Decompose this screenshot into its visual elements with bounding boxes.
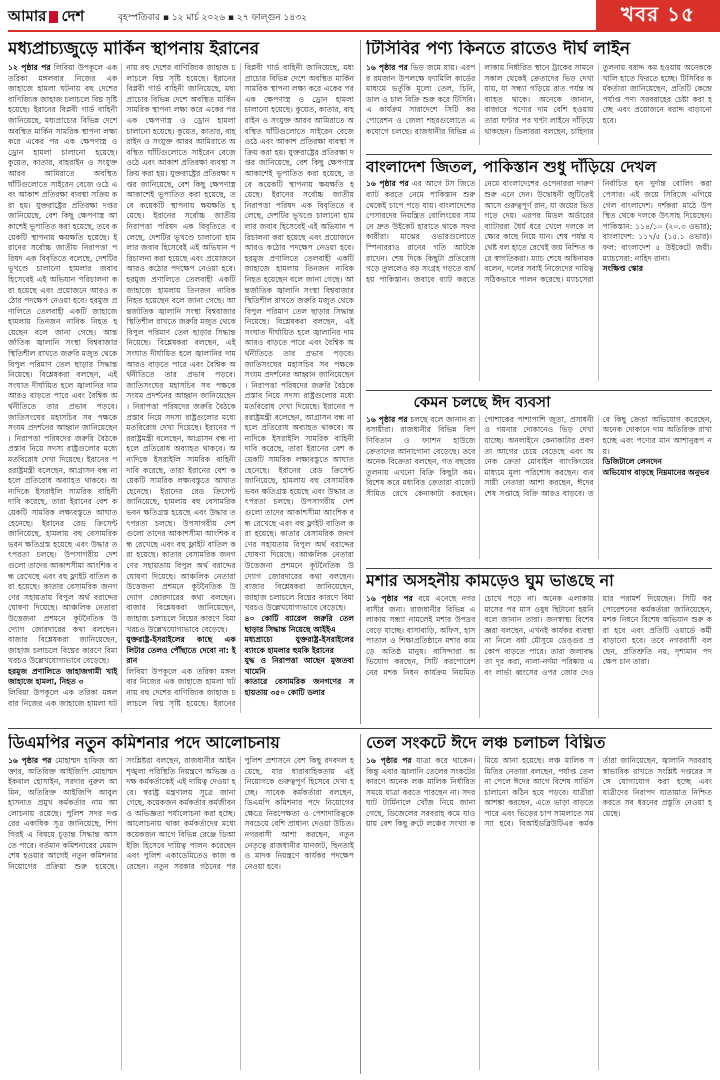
continued-label: ১৬ পৃষ্ঠার পর bbox=[366, 179, 409, 189]
body-text: লিবিয়া উপকূলে এক তরিকা মঙ্গলবার নিজের এক জাহাজে হামলা ঘটনায় বহু দেশের বাণিজ্যিক জাহাজ চলাচলে বিঘ্ন সৃষ্টি হয়েছে। ইরানের বিপ্লবী গার্ড বাহিনী জানিয়েছে, মধ্যপ্রাচ্যের বিভিন্ন দেশে অবস্থিত মার্কিন সামরিক স্থাপনা লক্ষ্য করে একের পর এক ক্ষেপণাস্ত্র ও ড্রোন হামলা চালানো হয়েছে। কুয়েত, কাতার, বাহরাইন ও সংযুক্ত আরব আমিরাতে অবস্থিত ঘাঁটিগুলোতে সাইরেন বেজে ওঠে এবং আকাশ প্রতিরক্ষা ব্যবস্থা সক্রিয় করা হয়। যুক্তরাষ্ট্রের প্রতিরক্ষা দপ্তর জানিয়েছে, বেশ কিছু ক্ষেপণাস্ত্র আকাশেই ভূপাতিত করা হয়েছে, তবে কয়েকটি স্থাপনায় ক্ষয়ক্ষতি হয়েছে। ইরানের সর্বোচ্চ জাতীয় নিরাপত্তা পরিষদ এক বিবৃতিতে বলেছে, দেশটির ভূখণ্ডে চালানো হামলার জবাব হিসেবেই এই অভিযান পরিচালনা করা হয়েছে এবং প্রয়োজনে আরও কঠোর পদক্ষেপ নেওয়া হবে। হরমুজ প্রণালিতে তেলবাহী একটি জাহাজে হামলায় তিনজন নাবিক নিহত হয়েছেন বলে জানা গেছে। আন্তর্জাতিক জ্বালানি সংস্থা বিশ্ববাজার স্থিতিশীল রাখতে জরুরি মজুত থেকে বিপুল পরিমাণ তেল ছাড়ার সিদ্ধান্ত নিয়েছে। বিশ্লেষকরা বলছেন, এই সংঘাত দীর্ঘায়িত হলে জ্বালানির দাম আরও বাড়তে পারে এবং বৈশ্বিক অর্থনীতিতে তার প্রভাব পড়বে। জাতিসংঘের মহাসচিব সব পক্ষকে সংযম প্রদর্শনের আহ্বান জানিয়েছেন। নিরাপত্তা পরিষদের জরুরি বৈঠকে প্রস্তাব নিয়ে সদস্য রাষ্ট্রগুলোর মধ্যে মতবিরোধ দেখা দিয়েছে। ইরানের পররাষ্ট্রমন্ত্রী বলেছেন, আগ্রাসন বন্ধ না হলে প্রতিরোধ অব্যাহত থাকবে। অন্যদিকে ইসরাইলি সামরিক বাহিনী দাবি করেছে, তারা ইরানের বেশ কয়েকটি সামরিক লক্ষ্যবস্তুতে আঘাত হেনেছে। ইরানের রেড ক্রিসেন্ট জানিয়েছে, হামলায় বহু বেসামরিক ভবন ক্ষতিগ্রস্ত হয়েছে এবং উদ্ধার তৎপরতা চলছে। উপসাগরীয় দেশগুলো তাদের আকাশসীমা আংশিক বন্ধ রেখেছে এবং বহু ফ্লাইট বাতিল করা হয়েছে। কাতার বেসামরিক জনগণের সহায়তায় বিপুল অর্থ বরাদ্দের ঘোষণা দিয়েছে। আঞ্চলিক নেতারা উত্তেজনা প্রশমনে কূটনৈতিক উদ্যোগ জোরদারের কথা বলছেন। বাজার বিশ্লেষকরা জানিয়েছেন, জাহাজ চলাচলে বিঘ্নের কারণে বিমা খরচও উল্লেখযোগ্যভাবে বেড়েছে। bbox=[8, 63, 118, 666]
section-page-badge: খবর ১৫ bbox=[596, 0, 720, 32]
article-mosquito bbox=[366, 572, 712, 722]
page-header bbox=[0, 0, 720, 34]
masthead-right: দেশ bbox=[61, 6, 85, 25]
body-mosquito bbox=[366, 594, 712, 718]
subhead-5: যুদ্ধ ও নিরাপত্তা আছেন মুজতবা খামেনি bbox=[244, 656, 354, 676]
body-text: লিবিয়া উপকূলে এক তরিকা মঙ্গলবার নিজের এক জাহাজে হামলা ঘটনায় বহু দেশের বাণিজ্যিক জাহাজ চলাচলে বিঘ্ন সৃষ্টি হয়েছে। ইরানের বিপ্লবী গার্ড বাহিনী জানিয়েছে, মধ্যপ্রাচ্যের বিভিন্ন দেশে অবস্থিত মার্কিন সামরিক স্থাপনা লক্ষ্য করে একের পর এক ক্ষেপণাস্ত্র ও ড্রোন হামলা চালানো হয়েছে। কুয়েত, কাতার, বাহরাইন ও সংযুক্ত আরব আমিরাতে অবস্থিত ঘাঁটিগুলোতে সাইরেন বেজে ওঠে এবং আকাশ প্রতিরক্ষা ব্যবস্থা সক্রিয় করা হয়। যুক্তরাষ্ট্রের প্রতিরক্ষা দপ্তর জানিয়েছে, বেশ কিছু ক্ষেপণাস্ত্র আকাশেই ভূপাতিত করা হয়েছে, তবে কয়েকটি স্থাপনায় ক্ষয়ক্ষতি হয়েছে। ইরানের সর্বোচ্চ জাতীয় নিরাপত্তা পরিষদ এক বিবৃতিতে বলেছে, দেশটির ভূখণ্ডে চালানো হামলার জবাব হিসেবেই এই অভিযান পরিচালনা করা হয়েছে এবং প্রয়োজনে আরও কঠোর পদক্ষেপ নেওয়া হবে। হরমুজ প্রণালিতে তেলবাহী একটি জাহাজে হামলায় তিনজন নাবিক নিহত হয়েছেন বলে জানা গেছে। আন্তর্জাতিক জ্বালানি সংস্থা বিশ্ববাজার স্থিতিশীল রাখতে জরুরি মজুত থেকে বিপুল পরিমাণ তেল ছাড়ার সিদ্ধান্ত নিয়েছে। বিশ্লেষকরা বলছেন, এই সংঘাত দীর্ঘায়িত হলে জ্বালানির দাম আরও বাড়তে পারে এবং বৈশ্বিক অর্থনীতিতে তার প্রভাব পড়বে। জাতিসংঘের মহাসচিব সব পক্ষকে সংযম প্রদর্শনের আহ্বান জানিয়েছেন। নিরাপত্তা পরিষদের জরুরি বৈঠকে প্রস্তাব নিয়ে সদস্য রাষ্ট্রগুলোর মধ্যে মতবিরোধ দেখা দিয়েছে। ইরানের পররাষ্ট্রমন্ত্রী বলেছেন, আগ্রাসন বন্ধ না হলে প্রতিরোধ অব্যাহত থাকবে। অন্যদিকে ইসরাইলি সামরিক বাহিনী দাবি করেছে, তারা ইরানের বেশ কয়েকটি সামরিক লক্ষ্যবস্তুতে আঘাত হেনেছে। ইরানের রেড ক্রিসেন্ট জানিয়েছে, হামলায় বহু বেসামরিক ভবন ক্ষতিগ্রস্ত হয়েছে এবং উদ্ধার তৎপরতা চলছে। উপসাগরীয় দেশগুলো তাদের আকাশসীমা আংশিক বন্ধ রেখেছে এবং বহু ফ্লাইট বাতিল করা হয়েছে। কাতার বেসামরিক জনগণের সহায়তায় বিপুল অর্থ বরাদ্দের ঘোষণা দিয়েছে। আঞ্চলিক নেতারা উত্তেজনা প্রশমনে কূটনৈতিক উদ্যোগ জোরদারের কথা বলছেন। বাজার বিশ্লেষকরা জানিয়েছেন, জাহাজ চলাচলে বিঘ্নের কারণে বিমা খরচও উল্লেখযোগ্যভাবে বেড়েছে। bbox=[8, 63, 236, 708]
subhead-6: কাতারে বেসামরিক জনগণের সহায়তায় ৩৫০ কোটি ডলার bbox=[244, 677, 354, 698]
body-iran bbox=[8, 63, 354, 713]
article-divider bbox=[366, 568, 712, 569]
header-rule bbox=[8, 30, 596, 32]
body-text: মোহাম্মদ হাফিজ আক্তার, অতিরিক্ত আইজিপি মোহাম্মদ ইকবাল হোসাইন, সরদার নুরুল আমিন, অতিরিক্ত আইজিপি আবুল হাসনাত প্রমুখ কর্মকর্তার নাম আলোচনায় রয়েছে। পুলিশ সদর দপ্তরের একাধিক সূত্র জানিয়েছে, শিগগিরই এ বিষয়ে চূড়ান্ত সিদ্ধান্ত আসতে পারে। বর্তমান কমিশনারের মেয়াদ শেষ হওয়ার আগেই নতুন কমিশনার নিয়োগের প্রক্রিয়া শুরু হয়েছে। সংশ্লিষ্টরা বলছেন, রাজধানীর আইনশৃঙ্খলা পরিস্থিতি নিয়ন্ত্রণে অভিজ্ঞ ও দক্ষ কর্মকর্তাকেই এই দায়িত্ব দেওয়া হবে। স্বরাষ্ট্র মন্ত্রণালয় সূত্রে জানা গেছে, কয়েকজন কর্মকর্তার কর্মজীবন ও অভিজ্ঞতা পর্যালোচনা করা হচ্ছে। আলোচনায় থাকা কর্মকর্তাদের মধ্যে কয়েকজন আগে বিভিন্ন রেঞ্জে ডিআইজি হিসেবে দায়িত্ব পালন করেছেন এবং পুলিশ একাডেমিতেও কাজ করেছেন। নতুন সরকার গঠনের পর পুলিশ প্রশাসনে বেশ কিছু রদবদল হয়েছে, যার ধারাবাহিকতায় এই নিয়োগকে গুরুত্বপূর্ণ হিসেবে দেখা হচ্ছে। সাবেক কর্মকর্তারা বলছেন, ডিএমপি কমিশনার পদে নিয়োগের ক্ষেত্রে নিরপেক্ষতা ও পেশাদারিত্বকে সবচেয়ে বেশি প্রাধান্য দেওয়া উচিত। নগরবাসী আশা করছেন, নতুন নেতৃত্বে রাজধানীর যানজট, ছিনতাই ও মাদক নিয়ন্ত্রণে কার্যকর পদক্ষেপ নেওয়া হবে। bbox=[8, 755, 354, 871]
subhead-4: মধ্যপ্রাচ্যে যুক্তরাষ্ট্র-ইসরাইলের ব্যাংকে হামলার হুমকি ইরানের bbox=[244, 635, 354, 655]
column-divider bbox=[360, 40, 361, 724]
column-divider bbox=[360, 734, 361, 1074]
body-launch bbox=[366, 756, 712, 1070]
article-divider bbox=[366, 390, 712, 391]
body-text: বয়ে এনেছে নগরবাসীর জন্য। রাজধানীর বিভিন্ন এলাকায় সন্ধ্যা নামলেই মশার উপদ্রব বেড়ে যাচ্ছে। বাসাবাড়ি, অফিস, হাসপাতাল ও শিক্ষাপ্রতিষ্ঠানে মশার কামড়ে অতিষ্ঠ মানুষ। বাসিন্দারা অভিযোগ করছেন, সিটি করপোরেশনের মশক নিধন কার্যক্রম নিয়মিত চোখে পড়ে না। অনেক এলাকায় মাসের পর মাস ওষুধ ছিটানো হয়নি বলে জানান তারা। জনস্বাস্থ্য বিশেষজ্ঞরা বলছেন, এখনই কার্যকর ব্যবস্থা না নিলে বর্ষা মৌসুমে ডেঙ্গুর প্রকোপ বাড়তে পারে। তারা জলাবদ্ধতা দূর করা, নালা-নর্দমা পরিষ্কার এবং লার্ভা ধ্বংসের ওপর জোর দেওয়ার পরামর্শ দিয়েছেন। সিটি করপোরেশনের কর্মকর্তারা জানিয়েছেন, মশক নিধনে বিশেষ অভিযান শুরু করা হবে এবং প্রতিটি ওয়ার্ডে কর্মী বাড়ানো হবে। তবে নগরবাসী বলছেন, প্রতিশ্রুতি নয়, দৃশ্যমান পদক্ষেপ চান তারা। bbox=[366, 593, 712, 678]
subhead-digital: ডিজিটালে লেনদেন bbox=[602, 457, 662, 467]
headline-dmp: ডিএমপির নতুন কমিশনার পদে আলোচনায় bbox=[8, 734, 280, 752]
body-cricket bbox=[366, 179, 712, 381]
headline-mosquito: মশার অসহনীয় কামড়েও ঘুম ভাঙছে না bbox=[366, 572, 614, 590]
body-text: লিবিয়া উপকূলে এক তরিকা মঙ্গলবার নিজের এক জাহাজে হামলা ঘটনায় বহু দেশের বাণিজ্যিক জাহাজ চলাচলে বিঘ্ন সৃষ্টি হয়েছে। ইরানের বিপ্লবী গার্ড বাহিনী জানিয়েছে, মধ্যপ্রাচ্যের বিভিন্ন দেশে অবস্থিত মার্কিন সামরিক স্থাপনা লক্ষ্য করে একের পর এক ক্ষেপণাস্ত্র ও ড্রোন হামলা চালানো হয়েছে। কুয়েত, কাতার, বাহরাইন ও সংযুক্ত আরব আমিরাতে অবস্থিত ঘাঁটিগুলোতে সাইরেন বেজে ওঠে এবং আকাশ প্রতিরক্ষা ব্যবস্থা সক্রিয় করা হয়। যুক্তরাষ্ট্রের প্রতিরক্ষা দপ্তর জানিয়েছে, বেশ কিছু ক্ষেপণাস্ত্র আকাশেই ভূপাতিত করা হয়েছে, তবে কয়েকটি স্থাপনায় ক্ষয়ক্ষতি হয়েছে। ইরানের সর্বোচ্চ জাতীয় নিরাপত্তা পরিষদ এক বিবৃতিতে বলেছে, দেশটির ভূখণ্ডে চালানো হামলার জবাব হিসেবেই এই অভিযান পরিচালনা করা হয়েছে এবং প্রয়োজনে আরও কঠোর পদক্ষেপ নেওয়া হবে। হরমুজ প্রণালিতে তেলবাহী একটি জাহাজে হামলায় তিনজন নাবিক নিহত হয়েছেন বলে জানা গেছে। আন্তর্জাতিক জ্বালানি সংস্থা বিশ্ববাজার স্থিতিশীল রাখতে জরুরি মজুত থেকে বিপুল পরিমাণ তেল ছাড়ার সিদ্ধান্ত নিয়েছে। বিশ্লেষকরা বলছেন, এই সংঘাত দীর্ঘায়িত হলে জ্বালানির দাম আরও বাড়তে পারে এবং বৈশ্বিক অর্থনীতিতে তার প্রভাব পড়বে। জাতিসংঘের মহাসচিব সব পক্ষকে সংযম প্রদর্শনের আহ্বান জানিয়েছেন। নিরাপত্তা পরিষদের জরুরি বৈঠকে প্রস্তাব নিয়ে সদস্য রাষ্ট্রগুলোর মধ্যে মতবিরোধ দেখা দিয়েছে। ইরানের পররাষ্ট্রমন্ত্রী বলেছেন, আগ্রাসন বন্ধ না হলে প্রতিরোধ অব্যাহত থাকবে। অন্যদিকে ইসরাইলি সামরিক বাহিনী দাবি করেছে, তারা ইরানের বেশ কয়েকটি সামরিক লক্ষ্যবস্তুতে আঘাত হেনেছে। ইরানের রেড ক্রিসেন্ট জানিয়েছে, হামলায় বহু বেসামরিক ভবন ক্ষতিগ্রস্ত হয়েছে এবং উদ্ধার তৎপরতা চলছে। উপসাগরীয় দেশগুলো তাদের আকাশসীমা আংশিক বন্ধ রেখেছে এবং বহু ফ্লাইট বাতিল করা হয়েছে। কাতার বেসামরিক জনগণের সহায়তায় বিপুল অর্থ বরাদ্দের ঘোষণা দিয়েছে। আঞ্চলিক নেতারা উত্তেজনা প্রশমনে কূটনৈতিক উদ্যোগ জোরদারের কথা বলছেন। বাজার বিশ্লেষকরা জানিয়েছেন, জাহাজ চলাচলে বিঘ্নের কারণে বিমা খরচও উল্লেখযোগ্যভাবে বেড়েছে। bbox=[126, 63, 354, 708]
article-cricket bbox=[366, 158, 712, 386]
article-iran bbox=[8, 40, 354, 724]
headline-cricket: বাংলাদেশ জিতল, পাকিস্তান শুধু দাঁড়িয়ে দেখল bbox=[366, 158, 657, 176]
continued-label: ১৬ পৃষ্ঠার পর bbox=[366, 414, 408, 424]
article-eid bbox=[366, 394, 712, 564]
section-divider bbox=[8, 728, 712, 729]
subhead-scorecard: সংক্ষিপ্ত স্কোর bbox=[602, 264, 644, 274]
masthead-logo bbox=[8, 6, 84, 28]
subhead-3: ৪০ কোটি ব্যারেল জরুরি তেল ছাড়ার সিদ্ধান্ত নিয়েছে আইইএ bbox=[244, 613, 354, 634]
article-tcb bbox=[366, 40, 712, 150]
article-launch bbox=[366, 734, 712, 1074]
headline-tcb: টিসিবির পণ্য কিনতে রাতেও দীর্ঘ লাইন bbox=[366, 40, 630, 59]
continued-label: ১৬ পৃষ্ঠার পর bbox=[8, 755, 52, 765]
body-text: চলছে বলে জানান ব্যবসায়ীরা। রাজধানীর বিভিন্ন বিপণিবিতান ও ফ্যাশন হাউজে ক্রেতাদের আনাগোনা বেড়েছে। তবে অনেক বিক্রেতা বলছেন, গত বছরের তুলনায় এখনো বিক্রি কিছুটা কম। বিশেষ করে মধ্যবিত্ত ক্রেতারা বাজেট সীমিত রেখে কেনাকাটা করছেন। পোশাকের পাশাপাশি জুতা, প্রসাধনী ও গয়নার দোকানেও ভিড় দেখা যাচ্ছে। অনলাইনে কেনাকাটার প্রবণতা আগের চেয়ে বেড়েছে এবং অনেক ক্রেতা মোবাইল ব্যাংকিংয়ের মাধ্যমে মূল্য পরিশোধ করছেন। ব্যবসায়ী নেতারা আশা করছেন, ঈদের শেষ সপ্তাহে বিক্রি আরও বাড়বে। তবে কিছু ক্রেতা অভিযোগ করেছেন, অনেক দোকানে দাম অতিরিক্ত রাখা হচ্ছে এবং পণ্যের মান আশানুরূপ নয়। bbox=[366, 414, 712, 498]
continued-label: ১২ পৃষ্ঠার পর bbox=[8, 63, 51, 73]
dateline: বৃহস্পতিবার ▪ ১২ মার্চ ২০২৬ ▪ ২৭ ফাল্গুন ১৪৩২ bbox=[118, 13, 307, 23]
continued-label: ১৬ পৃষ্ঠার পর bbox=[366, 63, 408, 73]
body-dmp bbox=[8, 756, 354, 1070]
body-text: ভিড় জমে যায়। এরপর রমজান উপলক্ষে ফ্যামিলি কার্ডের মাধ্যমে ভর্তুকি মূল্যে তেল, চিনি, ডাল ও চাল বিক্রি শুরু করে টিসিবি। এ কার্যক্রম সারাদেশে সিটি করপোরেশন ও জেলা শহরগুলোতে একযোগে চলছে। রাজধানীর বিভিন্ন এলাকায় নির্ধারিত স্থানে ট্রাকের সামনে সকাল থেকেই ক্রেতাদের ভিড় দেখা যায়, যা সন্ধ্যা গড়িয়ে রাত পর্যন্ত অব্যাহত থাকে। অনেকে জানান, বাজারে পণ্যের দাম বেশি হওয়ায় তারা ঘণ্টার পর ঘণ্টা লাইনে দাঁড়িয়ে থাকছেন। ডিলাররা বলছেন, চাহিদার তুলনায় বরাদ্দ কম হওয়ায় অনেককে খালি হাতে ফিরতে হচ্ছে। টিসিবির কর্মকর্তারা জানিয়েছেন, প্রতিটি কেন্দ্রে পর্যাপ্ত পণ্য সরবরাহের চেষ্টা করা হচ্ছে এবং প্রয়োজনে বরাদ্দ বাড়ানো হবে। bbox=[366, 63, 712, 136]
masthead-separator bbox=[49, 11, 58, 23]
headline-iran: মধ্যপ্রাচ্যজুড়ে মার্কিন স্থাপনায় ইরানের bbox=[8, 40, 260, 59]
body-tcb bbox=[366, 63, 712, 145]
masthead-left: আমার bbox=[8, 6, 47, 25]
body-text: এর আগে টস জিতে ব্যাট করতে নেমে পাকিস্তান শুরু থেকেই চাপে পড়ে যায়। বাংলাদেশের পেসারদের নিয়ন্ত্রিত বোলিংয়ের সামনে দ্রুত উইকেট হারাতে থাকে সফরকারীরা। মাঝের ওভারগুলোতে স্পিনাররাও রানের গতি আটকে রাখেন। শেষ দিকে কিছুটা প্রতিরোধ গড়ে তুললেও বড় সংগ্রহ গড়তে ব্যর্থ হয় পাকিস্তান। জবাবে ব্যাট করতে নেমে বাংলাদেশের ওপেনাররা দারুণ শুরু এনে দেন। উদ্বোধনী জুটিতেই আসে গুরুত্বপূর্ণ রান, যা জয়ের ভিত গড়ে দেয়। এরপর মিডল অর্ডারের ব্যাটাররা ধৈর্য ধরে খেলে দলকে লক্ষ্যের কাছে নিয়ে যান। শেষ পর্যন্ত যথেষ্ট বল হাতে রেখেই জয় নিশ্চিত করে স্বাগতিকরা। ম্যাচ শেষে অধিনায়ক বলেন, দলের সবাই নিজেদের দায়িত্ব সঠিকভাবে পালন করেছে। ম্যাচসেরা নির্বাচিত হন দুর্দান্ত বোলিং করা পেসার। এই জয়ে সিরিজে এগিয়ে গেল বাংলাদেশ। দর্শকরা মাঠে উপস্থিত থেকে দলকে উৎসাহ দিয়েছেন। পাকিস্তান: ১১৪/১০ (২০.৩ ওভার); বাংলাদেশ: ১১৭/৫ (১৫.১ ওভার)। ফল: বাংলাদেশ ৫ উইকেটে জয়ী। ম্যাচসেরা: নাহিদ রানা। bbox=[366, 179, 712, 284]
body-text: যাত্রা করে থাকেন। কিন্তু এবার জ্বালানি তেলের সংকটের কারণে অনেক লঞ্চ মালিক নির্ধারিত সময়ে যাত্রা করতে পারছেন না। সদরঘাট টার্মিনালে খোঁজ নিয়ে জানা গেছে, ডিজেলের সরবরাহ কমে যাওয়ায় বেশ কিছু রুটে লঞ্চের সংখ্যা কমিয়ে আনা হয়েছে। লঞ্চ মালিক সমিতির নেতারা বলছেন, পর্যাপ্ত তেল না পেলে ঈদের আগে বিশেষ সার্ভিস চালানো কঠিন হয়ে পড়বে। যাত্রীরা আশঙ্কা করছেন, এতে ভাড়া বাড়তে পারে এবং ভিড়ের চাপ সামলাতে সমস্যা হবে। বিআইডব্লিউটিএর কর্মকর্তারা জানিয়েছেন, জ্বালানি সরবরাহ স্বাভাবিক রাখতে সংশ্লিষ্ট দপ্তরের সঙ্গে যোগাযোগ করা হচ্ছে এবং যাত্রীদের নিরাপদ যাতায়াত নিশ্চিত করতে সব ধরনের প্রস্তুতি নেওয়া হয়েছে। bbox=[366, 755, 712, 829]
headline-eid: কেমন চলছে ঈদ ব্যবসা bbox=[413, 394, 551, 411]
subhead-2: যুক্তরাষ্ট্র-ইসরাইলের কাছে এক লিটার তেলও পৌঁছাতে দেবো না: ইরান bbox=[126, 635, 236, 666]
subhead-1: হরমুজ প্রণালিতে জাহাজগামী খাই জাহাজে হামলা, নিহত ৩ bbox=[8, 666, 118, 687]
subhead-complaint: অভিযোগ বাড়ছে নিম্নমানের অনুভব bbox=[602, 467, 710, 477]
article-divider bbox=[366, 154, 712, 155]
headline-launch: তেল সংকটে ঈদে লঞ্চ চলাচল বিঘ্নিত bbox=[366, 734, 606, 752]
body-eid bbox=[366, 415, 712, 559]
article-dmp bbox=[8, 734, 354, 1074]
continued-label: ১৬ পৃষ্ঠার পর bbox=[366, 755, 412, 765]
continued-label: ১৬ পৃষ্ঠার পর bbox=[366, 593, 413, 603]
